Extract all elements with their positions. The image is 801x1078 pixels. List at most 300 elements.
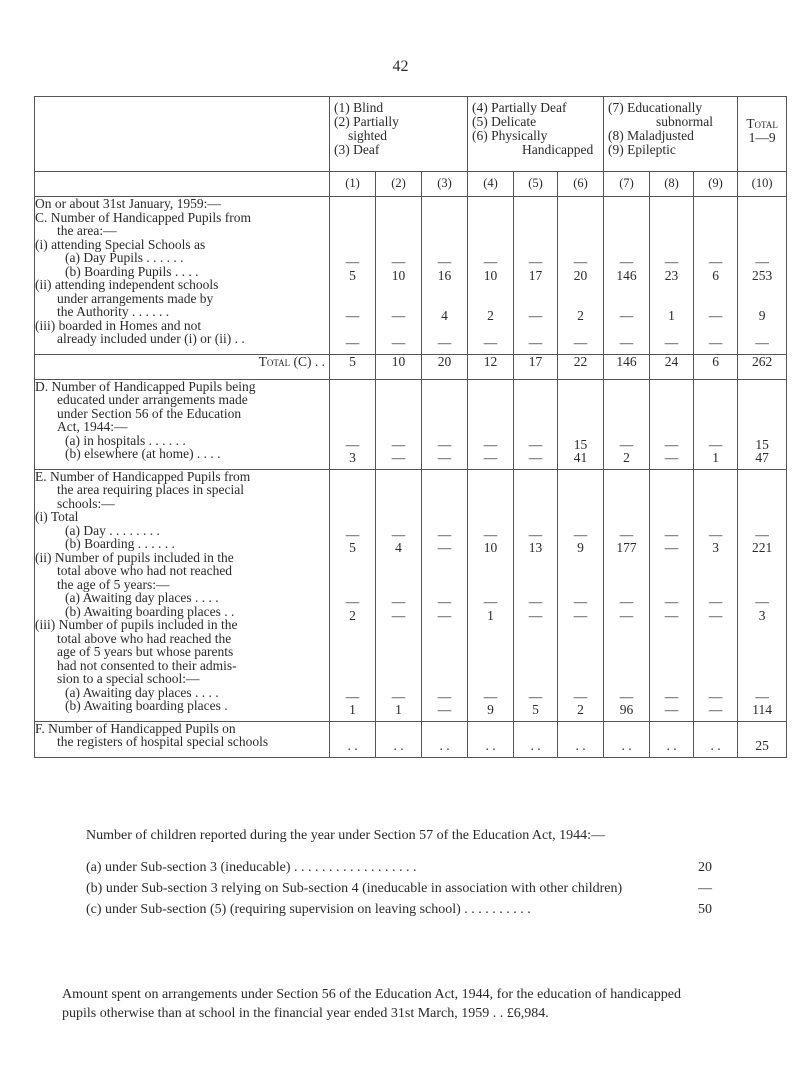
cell-value: [650, 636, 693, 650]
cell-value: [604, 726, 649, 740]
cell-value: [422, 555, 467, 569]
footer-item: [86, 879, 786, 900]
cell-value: —: [391, 607, 406, 623]
section-d-col-3: [422, 379, 468, 469]
section-c-row: [35, 197, 787, 355]
cell-value: [694, 568, 737, 582]
total-c-label: Total (C) . .: [35, 354, 330, 379]
cell-value: [422, 397, 467, 411]
cell-value: [694, 201, 737, 215]
cell-value: [376, 649, 421, 663]
section-e-col-10: [738, 469, 787, 721]
cell-value: . .: [393, 738, 404, 753]
cell-value: [650, 568, 693, 582]
cell-value: [650, 201, 693, 215]
cell-value: [604, 411, 649, 425]
cell-value: —: [664, 436, 679, 452]
label-line: C. Number of Handicapped Pupils from: [35, 209, 251, 225]
cell-value: [514, 296, 557, 310]
section-c-col-3: [422, 197, 468, 355]
cell-value: . .: [485, 738, 496, 753]
cell-value: [330, 323, 375, 337]
section-f-col-1: [330, 721, 376, 757]
cell-value: —: [528, 607, 543, 623]
cell-value: —: [437, 594, 452, 609]
section-d-col-6: [558, 379, 604, 469]
cell-value: 1: [349, 702, 356, 717]
cell-value: [376, 323, 421, 337]
cell-value: [694, 676, 737, 690]
label-line: total above who had reached the: [57, 630, 232, 646]
header-group2-line: (5) Delicate: [472, 114, 537, 129]
cell-value: [738, 296, 786, 310]
cell-value: [422, 514, 467, 528]
cell-value: [558, 487, 603, 501]
cell-value: [468, 568, 513, 582]
cell-value: —: [483, 436, 498, 452]
cell-value: [514, 201, 557, 215]
cell-value: [650, 242, 693, 256]
label-line: (b) Awaiting boarding places .: [65, 698, 228, 713]
column-number-row: [35, 172, 787, 197]
cell-value: [514, 474, 557, 488]
cell-value: [468, 215, 513, 229]
cell-value: [514, 501, 557, 515]
cell-value: [422, 663, 467, 677]
cell-value: [558, 622, 603, 636]
column-number: (6): [558, 172, 604, 197]
cell-value: 6: [712, 267, 719, 283]
cell-value: 114: [752, 702, 772, 717]
cell-value: —: [391, 450, 406, 465]
cell-value: [422, 474, 467, 488]
cell-value: [604, 215, 649, 229]
cell-value: [694, 487, 737, 501]
cell-value: [694, 296, 737, 310]
cell-value: —: [437, 607, 452, 623]
cell-value: [330, 296, 375, 310]
cell-value: [558, 568, 603, 582]
header-total-label: Total: [746, 116, 778, 131]
cell-value: —: [664, 702, 679, 717]
cell-value: [694, 514, 737, 528]
section-f-col-8: [650, 721, 694, 757]
cell-value: —: [345, 308, 360, 323]
cell-value: [514, 323, 557, 337]
cell-value: [514, 676, 557, 690]
cell-value: [468, 514, 513, 528]
cell-value: [330, 663, 375, 677]
cell-value: [468, 622, 513, 636]
cell-value: [422, 384, 467, 398]
cell-value: [650, 411, 693, 425]
cell-value: [376, 582, 421, 596]
cell-value: [694, 323, 737, 337]
cell-value: —: [528, 526, 543, 542]
cell-value: [738, 384, 786, 398]
cell-value: [330, 242, 375, 256]
header-group1-line: (3) Deaf: [334, 142, 380, 157]
cell-value: [558, 215, 603, 229]
cell-value: [376, 215, 421, 229]
cell-value: [468, 424, 513, 438]
cell-value: [738, 487, 786, 501]
cell-value: [738, 242, 786, 256]
cell-value: [422, 649, 467, 663]
cell-value: [650, 676, 693, 690]
total-c-value: 17: [514, 354, 558, 379]
section-f-col-4: [468, 721, 514, 757]
cell-value: [558, 384, 603, 398]
column-number: (10): [738, 172, 787, 197]
total-c-row: [35, 354, 787, 379]
cell-value: [468, 384, 513, 398]
cell-value: [604, 514, 649, 528]
section-d-label: [35, 379, 330, 469]
cell-value: [694, 384, 737, 398]
cell-value: [694, 215, 737, 229]
section-f-col-3: [422, 721, 468, 757]
label-line: (ii) Number of pupils included in the: [35, 549, 234, 565]
cell-value: [330, 384, 375, 398]
cell-value: [650, 296, 693, 310]
cell-value: 15: [573, 436, 588, 452]
cell-value: [330, 555, 375, 569]
cell-value: [738, 649, 786, 663]
cell-value: [422, 636, 467, 650]
header-group1-line: (2) Partially: [334, 114, 399, 129]
cell-value: [422, 487, 467, 501]
section-c-col-1: [330, 197, 376, 355]
cell-value: 2: [623, 450, 630, 465]
cell-value: —: [391, 308, 406, 323]
cell-value: [514, 555, 557, 569]
label-line: under Section 56 of the Education: [57, 405, 242, 421]
cell-value: [694, 649, 737, 663]
cell-value: [468, 282, 513, 296]
column-number: (1): [330, 172, 376, 197]
cell-value: —: [437, 540, 452, 555]
cell-value: —: [437, 450, 452, 465]
section-d-col-7: [604, 379, 650, 469]
cell-value: [422, 568, 467, 582]
label-line: (b) Boarding . . . . . .: [65, 536, 175, 551]
cell-value: [514, 487, 557, 501]
section-c-col-7: [604, 197, 650, 355]
cell-value: [694, 726, 737, 740]
cell-value: —: [755, 594, 769, 609]
cell-value: [468, 323, 513, 337]
cell-value: [604, 296, 649, 310]
cell-value: [330, 201, 375, 215]
cell-value: 10: [483, 267, 498, 283]
amount-line-1: Amount spent on arrangements under Section 56 of the Education Act, 1944, for the education of handicapped: [62, 987, 681, 1002]
column-number: (2): [376, 172, 422, 197]
cell-value: —: [619, 436, 634, 452]
section-c-label: [35, 197, 330, 355]
cell-value: 2: [487, 308, 494, 323]
cell-value: —: [755, 335, 769, 350]
cell-value: —: [391, 526, 406, 542]
section-e-col-6: [558, 469, 604, 721]
cell-value: —: [528, 688, 543, 704]
cell-value: [738, 663, 786, 677]
total-c-value: 262: [738, 354, 787, 379]
section-f-col-2: [376, 721, 422, 757]
section-f-label: [35, 721, 330, 757]
footer-item-value: 20: [698, 860, 712, 875]
cell-value: [604, 622, 649, 636]
cell-value: —: [528, 308, 543, 323]
total-c-value: 22: [558, 354, 604, 379]
cell-value: [330, 397, 375, 411]
cell-value: [514, 282, 557, 296]
cell-value: [514, 649, 557, 663]
section-c-col-9: [694, 197, 738, 355]
cell-value: [330, 282, 375, 296]
header-group-3: [604, 97, 738, 172]
cell-value: —: [391, 436, 406, 452]
header-total-range: 1—9: [748, 130, 776, 145]
cell-value: —: [483, 254, 498, 269]
cell-value: . .: [666, 738, 677, 753]
cell-value: [604, 424, 649, 438]
cell-value: 4: [441, 308, 448, 323]
cell-value: [558, 663, 603, 677]
cell-value: —: [708, 436, 723, 452]
label-line: (iii) boarded in Homes and not: [35, 317, 202, 333]
cell-value: —: [345, 688, 360, 704]
cell-value: [738, 514, 786, 528]
cell-value: [604, 384, 649, 398]
cell-value: [558, 424, 603, 438]
cell-value: [738, 474, 786, 488]
cell-value: —: [345, 436, 360, 452]
label-line: (a) Awaiting day places . . . .: [65, 590, 219, 605]
cell-value: [376, 282, 421, 296]
cell-value: [422, 501, 467, 515]
label-line: had not consented to their admis-: [57, 657, 237, 673]
cell-value: [330, 582, 375, 596]
cell-value: [514, 514, 557, 528]
cell-value: 3: [712, 540, 719, 555]
cell-value: [558, 282, 603, 296]
cell-value: —: [755, 254, 769, 269]
cell-value: —: [664, 540, 679, 555]
cell-value: 23: [664, 267, 679, 283]
cell-value: [468, 474, 513, 488]
cell-value: [738, 424, 786, 438]
cell-value: [468, 296, 513, 310]
cell-value: 16: [437, 267, 452, 283]
label-line: the registers of hospital special schools: [57, 734, 269, 749]
section-e-label: [35, 469, 330, 721]
cell-value: [422, 242, 467, 256]
cell-value: —: [708, 702, 723, 717]
cell-value: 3: [349, 450, 356, 465]
cell-value: [604, 242, 649, 256]
cell-value: [330, 487, 375, 501]
footer-intro: Number of children reported during the year under Section 57 of the Education Act, 1944:—: [86, 828, 606, 843]
footer-item: [86, 858, 786, 879]
cell-value: —: [708, 526, 723, 542]
cell-value: [738, 582, 786, 596]
cell-value: [514, 242, 557, 256]
cell-value: [468, 555, 513, 569]
cell-value: 17: [528, 267, 543, 283]
header-group3-line: subnormal: [656, 114, 714, 129]
column-number: (7): [604, 172, 650, 197]
section-d-col-2: [376, 379, 422, 469]
cell-value: [422, 411, 467, 425]
column-number: (8): [650, 172, 694, 197]
section-c-col-2: [376, 197, 422, 355]
cell-value: [558, 411, 603, 425]
footer-item-text: (c) under Sub-section (5) (requiring supervision on leaving school) . . . . . . . . . .: [86, 902, 531, 917]
cell-value: [376, 474, 421, 488]
cell-value: [422, 215, 467, 229]
cell-value: [468, 411, 513, 425]
cell-value: [738, 282, 786, 296]
cell-value: [514, 636, 557, 650]
page-number: 42: [392, 58, 409, 75]
cell-value: —: [391, 335, 406, 350]
section-d-row: [35, 379, 787, 469]
cell-value: —: [437, 436, 452, 452]
footer-items: [86, 858, 786, 921]
cell-value: [422, 201, 467, 215]
label-line: sion to a special school:—: [57, 671, 200, 686]
cell-value: [650, 384, 693, 398]
cell-value: [422, 726, 467, 740]
cell-value: [650, 622, 693, 636]
column-number: (5): [514, 172, 558, 197]
cell-value: 1: [487, 607, 494, 623]
header-group1-line: sighted: [348, 128, 387, 143]
cell-value: [650, 323, 693, 337]
cell-value: —: [664, 450, 679, 465]
cell-value: [468, 201, 513, 215]
cell-value: —: [708, 607, 723, 623]
cell-value: —: [573, 335, 588, 350]
cell-value: [650, 487, 693, 501]
cell-value: —: [664, 594, 679, 609]
header-group3-line: (8) Maladjusted: [608, 128, 694, 143]
cell-value: . .: [621, 738, 632, 753]
cell-value: —: [619, 254, 634, 269]
column-number: (4): [468, 172, 514, 197]
cell-value: [330, 649, 375, 663]
cell-value: [650, 663, 693, 677]
cell-value: [514, 726, 557, 740]
cell-value: —: [664, 526, 679, 542]
cell-value: 2: [577, 308, 584, 323]
label-line: age of 5 years but whose parents: [57, 644, 234, 659]
cell-value: [330, 424, 375, 438]
header-total: [738, 97, 787, 172]
footer-item-value: —: [698, 881, 712, 896]
cell-value: [650, 514, 693, 528]
cell-value: [558, 555, 603, 569]
cell-value: —: [528, 594, 543, 609]
total-c-value: 20: [422, 354, 468, 379]
cell-value: —: [528, 450, 543, 465]
section-d-col-5: [514, 379, 558, 469]
label-line: the age of 5 years:—: [57, 576, 170, 592]
cell-value: —: [483, 688, 498, 704]
cell-value: 1: [712, 450, 719, 465]
label-line: the area:—: [57, 223, 117, 238]
label-line: the area requiring places in special: [57, 482, 245, 497]
cell-value: [558, 323, 603, 337]
cell-value: [468, 636, 513, 650]
cell-value: [422, 582, 467, 596]
cell-value: 5: [349, 540, 356, 555]
cell-value: [376, 676, 421, 690]
label-line: (b) Awaiting boarding places . .: [65, 603, 235, 619]
label-line: (a) Day Pupils . . . . . .: [65, 250, 184, 265]
cell-value: [604, 568, 649, 582]
cell-value: 5: [349, 267, 356, 283]
section-d-col-1: [330, 379, 376, 469]
header-group1-line: (1) Blind: [334, 100, 384, 115]
cell-value: [694, 282, 737, 296]
cell-value: [738, 411, 786, 425]
cell-value: [738, 622, 786, 636]
cell-value: 47: [755, 450, 769, 465]
cell-value: 9: [758, 308, 766, 323]
cell-value: [650, 397, 693, 411]
label-line: (b) Boarding Pupils . . . .: [65, 263, 199, 279]
label-line: (a) in hospitals . . . . . .: [65, 432, 186, 448]
cell-value: 25: [755, 738, 769, 753]
cell-value: [376, 555, 421, 569]
cell-value: [330, 622, 375, 636]
cell-value: [330, 228, 375, 242]
cell-value: —: [664, 607, 679, 623]
amount-line-2: pupils otherwise than at school in the financial year ended 31st March, 1959 . . £6,984.: [62, 1006, 549, 1021]
cell-value: [330, 411, 375, 425]
cell-value: [738, 397, 786, 411]
cell-value: —: [573, 526, 588, 542]
cell-value: —: [391, 688, 406, 704]
cell-value: [376, 663, 421, 677]
handicapped-pupils-table: [34, 96, 787, 758]
cell-value: [376, 397, 421, 411]
cell-value: . .: [439, 738, 450, 753]
cell-value: 2: [349, 607, 356, 623]
column-number: (3): [422, 172, 468, 197]
cell-value: [422, 676, 467, 690]
cell-value: —: [345, 594, 360, 609]
cell-value: [514, 582, 557, 596]
cell-value: —: [708, 254, 723, 269]
header-group3-line: (7) Educationally: [608, 100, 703, 115]
cell-value: —: [708, 688, 723, 704]
cell-value: [558, 242, 603, 256]
cell-value: [376, 424, 421, 438]
cell-value: 9: [577, 540, 584, 555]
cell-value: —: [528, 254, 543, 269]
label-line: the Authority . . . . . .: [57, 304, 170, 319]
cell-value: —: [573, 254, 588, 269]
section-e-col-4: [468, 469, 514, 721]
cell-value: [422, 296, 467, 310]
label-line: On or about 31st January, 1959:—: [35, 196, 221, 211]
cell-value: [694, 582, 737, 596]
section-f-col-10: [738, 721, 787, 757]
cell-value: [604, 487, 649, 501]
